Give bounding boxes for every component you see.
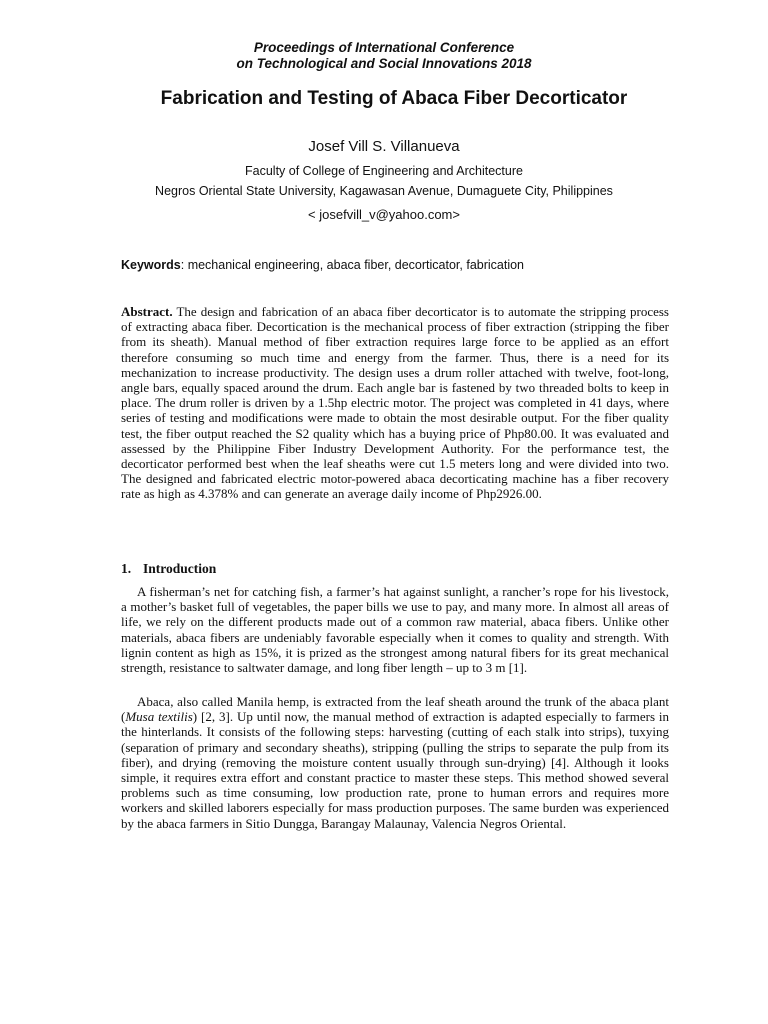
affiliation-faculty: Faculty of College of Engineering and Architecture bbox=[245, 164, 523, 178]
introduction-paragraph-1: A fisherman’s net for catching fish, a farmer’s hat against sunlight, a rancher’s rope for his livestock, a mother’s basket full of vegetables, the paper bills we use to pay, and many more. In almost all areas of life, we rely on the different products made out of a common raw material, abaca fibers. Unlike other materials, abaca fibers are undeniably favorable especially when it comes to quality and strength. With lignin content as high as 15%, it is prized as the strongest among natural fibers for its great mechanical strength, resistance to saltwater damage, and long fiber length – up to 3 m [1]. bbox=[121, 584, 669, 676]
abstract-label: Abstract. bbox=[121, 304, 173, 319]
author-email[interactable]: < josefvill_v@yahoo.com> bbox=[308, 207, 460, 222]
keywords bbox=[121, 257, 681, 273]
section-heading-introduction bbox=[121, 561, 216, 577]
author-name: Josef Vill S. Villanueva bbox=[308, 138, 460, 155]
proceedings-line-1: Proceedings of International Conference bbox=[253, 40, 515, 55]
abstract bbox=[121, 304, 669, 502]
section-title: Introduction bbox=[143, 561, 217, 576]
affiliation-university: Negros Oriental State University, Kagawasan Avenue, Dumaguete City, Philippines bbox=[155, 184, 613, 198]
keywords-text: : mechanical engineering, abaca fiber, decorticator, fabrication bbox=[180, 258, 525, 272]
introduction-paragraph-2 bbox=[121, 694, 669, 831]
proceedings-line-2: on Technological and Social Innovations 2018 bbox=[236, 56, 532, 71]
abstract-text: The design and fabrication of an abaca fiber decorticator is to automate the stripping process of extracting abaca fiber. Decortication is the mechanical process of fiber extraction (stripping the fiber from its sheath). Manual method of fiber extraction requires large force to be applied as an effort therefore consuming so much time and energy from the farmer. Thus, there is a need for its mechanization to increase productivity. The design uses a drum roller attached with twelve, foot-long, angle bars, equally spaced around the drum. Each angle bar is fastened by two threaded bolts to keep in place. The drum roller is driven by a 1.5hp electric motor. The project was completed in 41 days, where series of testing and modifications were made to obtain the most desirable output. For the fiber quality test, the fiber output reached the S2 quality which has a buying price of Php80.00. It was evaluated and assessed by the Philippine Fiber Industry Development Authority. For the performance test, the decorticator performed best when the leaf sheaths were cut 1.5 meters long and were divided into two. The designed and fabricated electric motor-powered abaca decorticating machine has a fiber recovery rate as high as 4.378% and can generate an average daily income of Php2926.00. bbox=[121, 304, 669, 502]
paragraph-2-text-a: Abaca, also called Manila hemp, is extracted from the leaf sheath around the trunk of the abaca plant ( bbox=[121, 694, 669, 725]
species-name: Musa textilis bbox=[125, 709, 193, 725]
section-number: 1. bbox=[121, 561, 132, 576]
keywords-label: Keywords bbox=[121, 258, 181, 272]
paragraph-2-text-b: ) [2, 3]. Up until now, the manual method of extraction is adapted especially to farmers in the hinterlands. It consists of the following steps: harvesting (cutting of each stalk into strips), tuxying (separation of primary and secondary sheaths), stripping (pulling the strips to separate the pulp from its fiber), and drying (removing the moisture content usually through sun-drying) [4]. Although it looks simple, it requires extra effort and constant practice to master these steps. This method showed several problems such as time consuming, low production rate, prone to human errors and requires more workers and skilled laborers especially for mass production purposes. The same burden was experienced by the abaca farmers in Sitio Dungga, Barangay Malaunay, Valencia Negros Oriental. bbox=[121, 709, 670, 831]
paper-title: Fabrication and Testing of Abaca Fiber Decorticator bbox=[160, 88, 628, 109]
